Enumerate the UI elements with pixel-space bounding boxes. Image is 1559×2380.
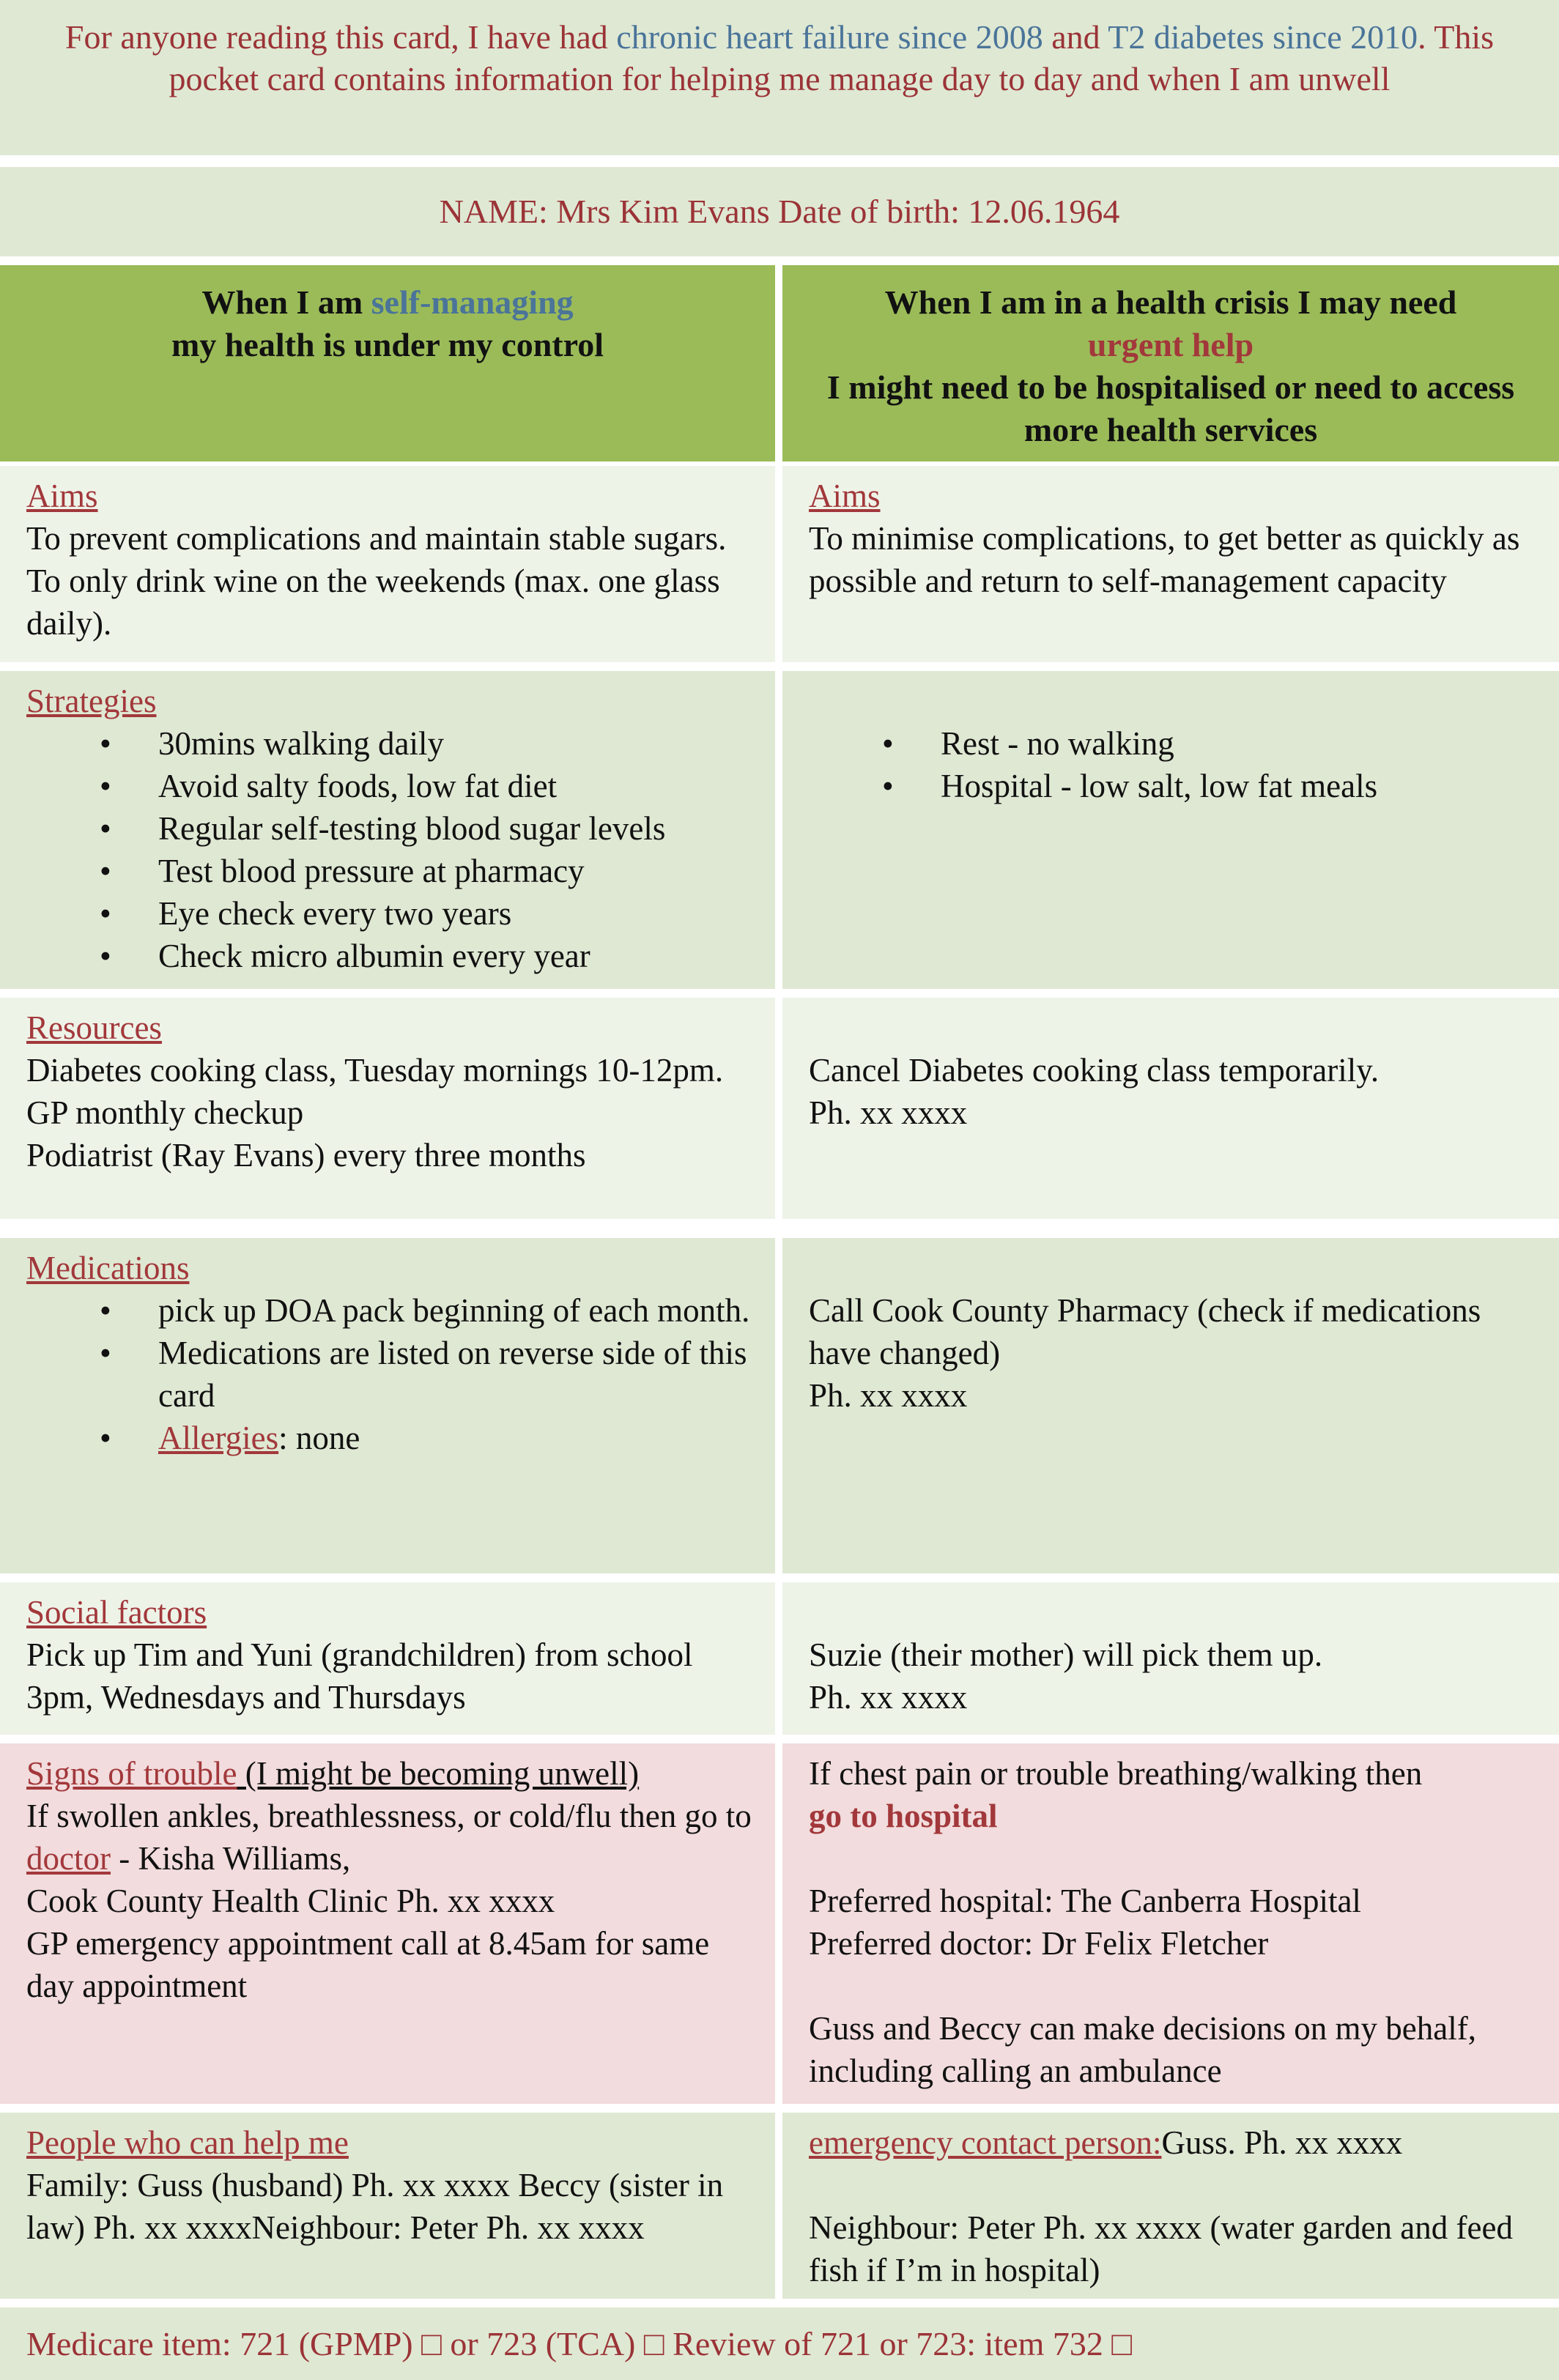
neighbour-contact: Neighbour: Peter Ph. xx xxxx (water garden and feed fish if I’m in hospital) [809,2209,1513,2288]
medications-right [782,1238,1559,1573]
emergency-contact-heading: emergency contact person: [809,2124,1162,2161]
header-left-pre: When I am [201,283,371,321]
social-right-line: Ph. xx xxxx [809,1679,968,1716]
trouble-heading-line [26,1752,753,1795]
aims-left [0,466,775,662]
emergency-contact-line [809,2121,1537,2164]
social-right-line: Suzie (their mother) will pick them up. [809,1636,1323,1673]
people-heading: People who can help me [26,2124,349,2161]
medications-heading: Medications [26,1250,190,1286]
intro-and: and [1043,18,1108,56]
header-right-line1: When I am in a health crisis I may need [884,283,1457,321]
trouble-left [0,1743,775,2104]
trouble-heading: Signs of trouble [26,1755,237,1792]
list-item: • pick up DOA pack beginning of each month. [26,1289,753,1332]
list-item: • Eye check every two years [26,892,753,935]
spacer [809,1965,1537,2007]
list-item: • 30mins walking daily [26,722,753,765]
column-divider [775,2113,782,2299]
medications-left [0,1238,775,1573]
column-divider [775,1238,782,1573]
strategies-row [0,671,1559,989]
trouble-right-line1: If chest pain or trouble breathing/walking then [809,1755,1423,1792]
preferred-doctor: Preferred doctor: Dr Felix Fletcher [809,1925,1269,1962]
resources-row [0,998,1559,1219]
medications-right-line: Call Cook County Pharmacy (check if medications have changed) [809,1292,1481,1371]
strategies-list [26,722,753,977]
column-divider [775,1743,782,2104]
social-left [0,1582,775,1735]
name-dob-line: NAME: Mrs Kim Evans Date of birth: 12.06.1964 [0,167,1559,256]
aims-heading: Aims [26,478,98,514]
intro-part2: . This pocket card contains information for helping me manage day to day and when I am unwell [169,18,1495,97]
aims-left-text: To prevent complications and maintain stable sugars. To only drink wine on the weekends (max. one glass daily). [26,520,727,642]
list-item: • Regular self-testing blood sugar levels [26,807,753,850]
medications-right-line: Ph. xx xxxx [809,1377,968,1414]
column-divider [775,998,782,1219]
intro-diabetes-condition: T2 diabetes since 2010 [1108,18,1418,56]
go-to-hospital-action: go to hospital [809,1798,998,1834]
trouble-heading-suffix: (I might be becoming unwell) [237,1755,640,1792]
resources-right-line: Cancel Diabetes cooking class temporarily. [809,1052,1380,1089]
people-right [782,2113,1559,2299]
trouble-doctor-line [26,1837,753,1880]
header-self-managing [0,265,775,461]
spacer [809,2164,1537,2206]
intro-heart-condition: chronic heart failure since 2008 [616,18,1043,56]
list-item: • Test blood pressure at pharmacy [26,850,753,892]
strategies-left [0,671,775,989]
header-row [0,265,1559,461]
people-left [0,2113,775,2299]
header-right-line3: I might need to be hospitalised or need to access more health services [826,368,1515,448]
medications-row [0,1238,1559,1573]
header-left-line2: my health is under my control [171,326,604,363]
medications-list [26,1289,753,1459]
list-item: • Rest - no walking [809,722,1537,765]
list-item: • Check micro albumin every year [26,935,753,977]
strategies-heading: Strategies [26,683,157,719]
aims-heading-right: Aims [809,478,881,514]
allergies-value: : none [278,1420,360,1456]
column-divider [775,671,782,989]
list-item: • Hospital - low salt, low fat meals [809,765,1537,807]
strategies-right [782,671,1559,989]
decision-makers: Guss and Beccy can make decisions on my behalf, including calling an ambulance [809,2010,1476,2089]
resources-line: GP monthly checkup [26,1094,304,1131]
emergency-contact-value: Guss. Ph. xx xxxx [1161,2124,1403,2161]
aims-right [782,466,1559,662]
people-row [0,2113,1559,2299]
resources-line: Podiatrist (Ray Evans) every three months [26,1137,586,1174]
resources-right-line: Ph. xx xxxx [809,1094,968,1131]
doctor-name: - Kisha Williams, [110,1840,351,1877]
resources-line: Diabetes cooking class, Tuesday mornings 10-12pm. [26,1052,724,1089]
social-row [0,1582,1559,1735]
social-left-text: Pick up Tim and Yuni (grandchildren) from school 3pm, Wednesdays and Thursdays [26,1636,693,1716]
column-divider [775,1582,782,1735]
trouble-left-line3: Cook County Health Clinic Ph. xx xxxx [26,1883,555,1919]
trouble-left-line4: GP emergency appointment call at 8.45am for same day appointment [26,1925,710,2004]
people-left-text: Family: Guss (husband) Ph. xx xxxx Beccy (sister in law) Ph. xx xxxxNeighbour: Peter Ph. xx xxxx [26,2167,724,2246]
social-heading: Social factors [26,1594,207,1631]
aims-right-text: To minimise complications, to get better as quickly as possible and return to self-management capacity [809,520,1520,599]
resources-heading: Resources [26,1009,162,1046]
signs-of-trouble-row [0,1743,1559,2104]
social-right [782,1582,1559,1735]
trouble-left-line1: If swollen ankles, breathlessness, or cold/flu then go to [26,1798,752,1834]
preferred-hospital: Preferred hospital: The Canberra Hospital [809,1883,1361,1919]
list-item: • Avoid salty foods, low fat diet [26,765,753,807]
resources-right [782,998,1559,1219]
list-item [26,1417,753,1459]
intro-statement [0,0,1559,155]
crisis-strategies-list [809,722,1537,807]
list-item: • Medications are listed on reverse side of this card [26,1332,753,1417]
column-divider [775,466,782,662]
column-divider [775,265,782,461]
intro-part1: For anyone reading this card, I have had [64,18,617,56]
header-health-crisis [782,265,1559,461]
header-right-accent: urgent help [1087,326,1254,363]
allergies-label: Allergies [158,1420,279,1456]
trouble-right [782,1743,1559,2104]
header-left-accent: self-managing [371,283,574,321]
resources-left [0,998,775,1219]
medicare-items: Medicare item: 721 (GPMP) □ or 723 (TCA) □ Review of 721 or 723: item 732 □ [0,2307,1559,2380]
spacer [809,1837,1537,1880]
doctor-label: doctor [26,1840,111,1877]
aims-row [0,466,1559,662]
